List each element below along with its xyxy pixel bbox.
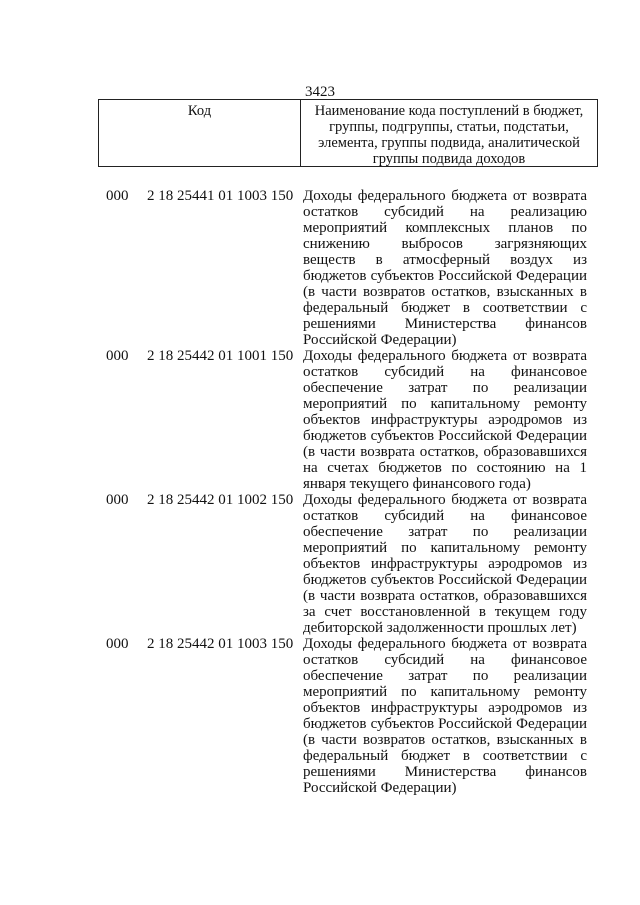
row-description: Доходы федерального бюджета от возврата остатков субсидий на финансовое обеспечение затрат по реализации мероприятий по капитальному ремонту объектов инфраструктуры аэродромов из бюджетов субъектов Российской Федерации (в части возврата остатков, образовавшихся на счетах бюджетов по состоянию на 1 января текущего финансового года) xyxy=(303,348,587,492)
row-income-code: 2 18 25442 01 1001 150 xyxy=(147,348,294,364)
row-income-code: 2 18 25441 01 1003 150 xyxy=(147,188,294,204)
table-row xyxy=(0,636,640,796)
table-body xyxy=(0,188,640,796)
header-name-label: Наименование кода поступлений в бюджет, группы, подгруппы, статьи, подстатьи, элемента, группы подвида, аналитической группы подвида доходов xyxy=(314,103,584,167)
row-group-code: 000 xyxy=(106,636,129,652)
row-group-code: 000 xyxy=(106,492,129,508)
table-row xyxy=(0,492,640,636)
row-group-code: 000 xyxy=(106,348,129,364)
page-number: 3423 xyxy=(305,84,335,100)
row-group-code: 000 xyxy=(106,188,129,204)
row-description: Доходы федерального бюджета от возврата остатков субсидий на финансовое обеспечение затрат по реализации мероприятий по капитальному ремонту объектов инфраструктуры аэродромов из бюджетов субъектов Российской Федерации (в части возврата остатков, образовавшихся за счет восстановленной в текущем году дебиторской задолженности прошлых лет) xyxy=(303,492,587,636)
row-description: Доходы федерального бюджета от возврата остатков субсидий на финансовое обеспечение затрат по реализации мероприятий по капитальному ремонту объектов инфраструктуры аэродромов из бюджетов субъектов Российской Федерации (в части возвратов остатков, взысканных в федеральный бюджет в соответствии с решениями Министерства финансов Российской Федерации) xyxy=(303,636,587,796)
header-code-label: Код xyxy=(99,100,301,166)
table-header xyxy=(98,99,598,167)
row-description: Доходы федерального бюджета от возврата остатков субсидий на реализацию мероприятий комплексных планов по снижению выбросов загрязняющих веществ в атмосферный воздух из бюджетов субъектов Российской Федерации (в части возвратов остатков, взысканных в федеральный бюджет в соответствии с решениями Министерства финансов Российской Федерации) xyxy=(303,188,587,348)
row-income-code: 2 18 25442 01 1003 150 xyxy=(147,636,294,652)
row-income-code: 2 18 25442 01 1002 150 xyxy=(147,492,294,508)
table-row xyxy=(0,348,640,492)
table-row xyxy=(0,188,640,348)
